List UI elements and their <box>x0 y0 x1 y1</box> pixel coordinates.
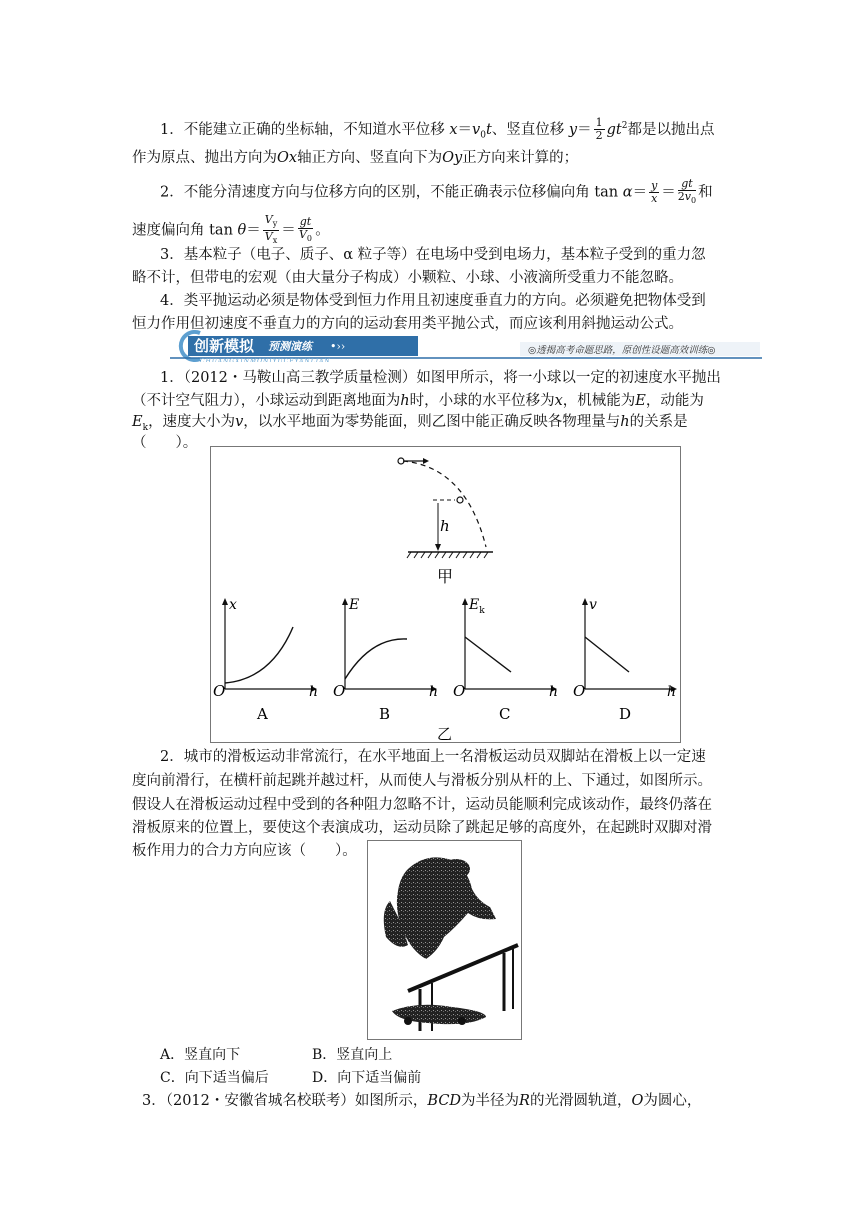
var-h2: h <box>620 414 630 430</box>
graph-d-line <box>585 637 629 672</box>
q2-line-2: 度向前滑行，在横杆前起跳并越过杆，从而使人与滑板分别从杆的上、下通过，如图所示。 <box>132 773 712 789</box>
banner-pinyin: CHUANGXINMONIYUCEYANLIAN <box>200 358 331 362</box>
graph-d <box>573 597 677 723</box>
graph-b-origin: O <box>333 682 346 700</box>
var-theta: θ <box>237 222 247 239</box>
var-h: h <box>400 393 410 409</box>
graph-b-y-label: E <box>349 597 360 613</box>
graph-b-x-label: h <box>429 684 439 700</box>
q3-text-c: 为半径为 <box>461 1093 520 1109</box>
q3-var-bcd: BCD <box>427 1093 462 1109</box>
graph-a-x-label: h <box>309 684 319 700</box>
graph-c-y-label: $E_k$ <box>469 597 485 616</box>
note-1-text-e: 轴正方向、竖直向下为 <box>297 150 443 166</box>
note-2-text-b: 和 <box>698 184 713 201</box>
note-2-line-1: 2．不能分清速度方向与位移方向的区别，不能正确表示位移偏向角 tan α＝ $\frac{y}{x}$ ＝ $\frac{gt}{2v_0}$ 和 <box>160 177 713 206</box>
q1-text-f: ，以水平地面为零势能面，则乙图中能正确反映各物理量与 <box>243 414 621 430</box>
graph-b-curve <box>345 639 407 679</box>
banner-arrows-icon: •›› <box>330 340 346 353</box>
q2-option-a: A．竖直向下 <box>160 1047 241 1063</box>
q2-option-b: B．竖直向上 <box>312 1047 393 1063</box>
graph-a <box>213 597 318 723</box>
banner-subtitle: 预测演练 <box>268 340 312 353</box>
arrow-head-icon <box>423 458 429 464</box>
note-4-line-1: 4．类平抛运动必须是物体受到恒力作用且初速度垂直力的方向。必须避免把物体受到 <box>160 293 706 309</box>
fraction-gt-v0: $\frac{gt}{V_0}$ <box>298 215 312 244</box>
var-oy: Oy <box>442 150 463 166</box>
q3-text-e: 的光滑圆轨道， <box>529 1093 632 1109</box>
graph-c-line <box>465 637 511 672</box>
note-2-text: 2．不能分清速度方向与位移方向的区别，不能正确表示位移偏向角 tan <box>160 184 619 201</box>
var-v0: v <box>472 121 481 138</box>
banner-title: 创新模拟 <box>194 337 255 355</box>
graph-a-origin: O <box>213 682 226 700</box>
q1-text-a: （不计空气阻力），小球运动到距离地面为 <box>132 393 401 409</box>
q1-text-g: 的关系是 <box>629 414 688 430</box>
graph-a-curve <box>225 627 293 683</box>
note-4-line-2: 恒力作用但初速度不垂直力的方向的运动套用类平抛公式，而应该利用斜抛运动公式。 <box>132 316 683 332</box>
q1-line-2 <box>132 391 704 411</box>
note-2-line-2: 速度偏向角 tan θ＝ $\frac{V_y}{V_x}$ ＝ $\frac{gt}{V_0}$ 。 <box>132 213 330 246</box>
q3-var-r: R <box>519 1093 530 1109</box>
graph-c-x-label: h <box>549 684 559 700</box>
graph-a-option: A <box>257 705 268 723</box>
note-2-text-c: 速度偏向角 tan <box>132 222 233 239</box>
figure-1 <box>210 446 681 743</box>
note-1-text-f: 正方向来计算的； <box>462 150 579 166</box>
q1-text-e: ，速度大小为 <box>148 414 236 430</box>
note-1-text: 1．不能建立正确的坐标轴，不知道水平位移 <box>160 121 445 138</box>
banner-graphic <box>170 330 762 362</box>
var-alpha: α <box>622 184 633 201</box>
ball-position <box>457 497 463 503</box>
banner-right-text: ◎透揭高考命题思路，原创性设题高效训练◎ <box>528 345 716 356</box>
note-1-line-1: 1．不能建立正确的坐标轴，不知道水平位移 $x=v_0t$、竖直位移 y＝ $\frac{1}{2}$ $gt^2$都是以抛出点 <box>160 116 715 143</box>
graph-d-origin: O <box>573 682 586 700</box>
fraction-y-x: $\frac{y}{x}$ <box>651 179 658 206</box>
fraction-vy-vx: $\frac{V_y}{V_x}$ <box>264 213 278 246</box>
wheel <box>458 1017 466 1025</box>
height-label: h <box>440 517 450 535</box>
skater-head <box>442 859 470 879</box>
y-axis-arrow-icon <box>222 598 228 605</box>
q2-option-c: C．向下适当偏后 <box>160 1070 269 1086</box>
y-axis-arrow-icon <box>582 598 588 605</box>
q2-line-1: 2．城市的滑板运动非常流行，在水平地面上一名滑板运动员双脚站在滑板上以一定速 <box>160 749 706 765</box>
q1-line-4: （ ）。 <box>132 435 198 451</box>
q2-option-d: D．向下适当偏前 <box>312 1070 422 1086</box>
q3-var-o: O <box>631 1093 644 1109</box>
var-t: t <box>485 121 492 138</box>
graph-c-option: C <box>499 705 511 723</box>
graph-d-y-label: v <box>589 597 597 613</box>
q1-text-d: ，动能为 <box>645 393 704 409</box>
note-1-line-2 <box>132 148 578 168</box>
note-2-text-d: 。 <box>315 222 330 239</box>
q1-text-b: 时，小球的水平位移为 <box>409 393 555 409</box>
note-1-text-b: 、竖直位移 <box>491 121 565 138</box>
graph-b <box>333 597 438 723</box>
fraction-half: $\frac{1}{2}$ <box>595 116 603 143</box>
section-banner <box>170 330 762 360</box>
q2-line-4: 滑板原来的位置上，要使这个表演成功，运动员除了跳起足够的高度外，在起跳时双脚对滑 <box>132 820 712 836</box>
graph-d-x-label: h <box>667 684 677 700</box>
graph-c-origin: O <box>453 682 466 700</box>
skateboarder-image <box>368 841 521 1039</box>
note-3-line-1: 3．基本粒子（电子、质子、α 粒子等）在电场中受到电场力，基本粒子受到的重力忽 <box>160 247 706 263</box>
wheel <box>404 1017 412 1025</box>
q1-text-c: ，机械能为 <box>562 393 636 409</box>
graph-d-option: D <box>619 705 632 723</box>
height-arrow-head-icon <box>435 544 441 551</box>
var-v: v <box>235 414 244 430</box>
q3-line-1 <box>142 1091 701 1111</box>
figure-jia-label: 甲 <box>437 567 454 586</box>
var-x2: x <box>554 393 563 409</box>
q3-text-a: 3．（2012・安徽省城名校联考）如图所示， <box>142 1093 428 1109</box>
figure-1-graphic <box>211 447 680 742</box>
fraction-gt-2v0: $\frac{gt}{2v_0}$ <box>677 177 697 206</box>
graph-b-option: B <box>379 705 391 723</box>
graph-a-y-label: x <box>229 597 237 613</box>
var-Ek: E <box>132 414 143 430</box>
note-3-line-2: 略不计，但带电的宏观（由大量分子构成）小颗粒、小球、小液滴所受重力不能忽略。 <box>132 270 683 286</box>
q1-line-1: 1．（2012・马鞍山高三教学质量检测）如图甲所示，将一小球以一定的初速度水平抛出 <box>160 370 721 386</box>
figure-jia <box>398 458 493 586</box>
note-1-text-d: 作为原点、抛出方向为 <box>132 150 277 166</box>
q3-text-g: 为圆心， <box>643 1093 702 1109</box>
figure-yi-label: 乙 <box>437 725 453 742</box>
var-x: x <box>449 121 458 138</box>
graph-c <box>453 597 558 723</box>
y-axis-arrow-icon <box>462 598 468 605</box>
var-y: y <box>568 121 578 138</box>
q1-line-3: $E_k$，速度大小为v，以水平地面为零势能面，则乙图中能正确反映各物理量与h的关系是 <box>132 414 688 433</box>
q2-line-3: 假设人在滑板运动过程中受到的各种阻力忽略不计，运动员能顺利完成该动作，最终仍落在 <box>132 797 712 813</box>
var-ox: Ox <box>277 150 298 166</box>
var-E: E <box>635 393 646 409</box>
note-1-text-c: 都是以抛出点 <box>627 121 715 138</box>
y-axis-arrow-icon <box>342 598 348 605</box>
figure-2 <box>367 840 522 1040</box>
q2-line-5: 板作用力的合力方向应该（ ）。 <box>132 843 357 859</box>
ground-hatch <box>407 552 488 558</box>
var-gt2: gt <box>606 121 622 138</box>
